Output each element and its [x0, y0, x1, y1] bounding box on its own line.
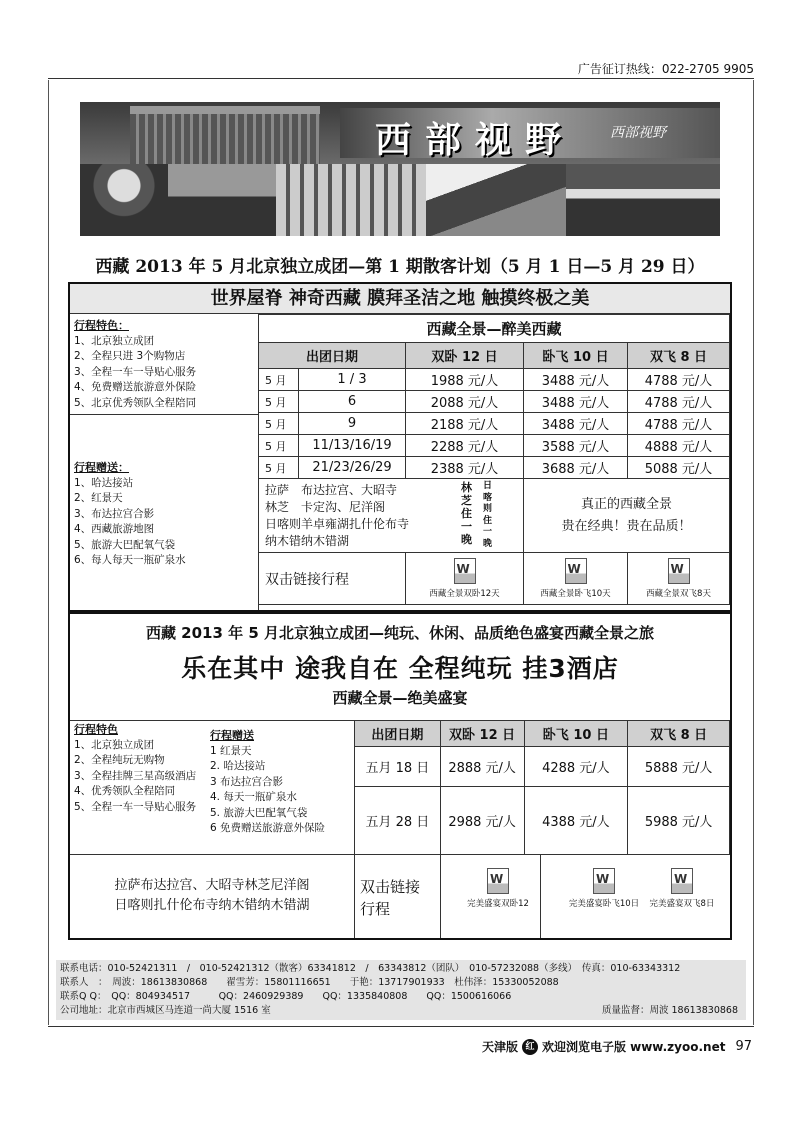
page-number: 97: [735, 1039, 752, 1054]
doc-link-6[interactable]: W 完美盛宴双飞8日: [634, 868, 730, 909]
plan1-title: 西藏 2013 年 5 月北京独立成团—第 1 期散客计划（5 月 1 日—5 月 29 日）: [95, 257, 705, 277]
stay-note-linzhi: 林芝住一晚: [461, 481, 472, 546]
palace-photo: [130, 106, 320, 164]
stay-note-shigatse: 日喀则住一晚: [483, 481, 493, 549]
doc-link-1[interactable]: W 西藏全景双卧12天: [417, 558, 513, 599]
contact-phone: 联系电话：010-52421311 / 010-52421312（散客）63341812 / 63343812（团队） 010-57232088（多线） 传真：010-63343312: [60, 963, 681, 974]
table-row: 5 月 1 / 3 1988 元/人 3488 元/人 4788 元/人: [259, 369, 730, 391]
plan1-link-row: [259, 553, 730, 605]
plan2-gifts: 行程赠送 1 红景天 2. 哈达接站 3 布达拉宫合影 4. 每天一瓶矿泉水 5. 旅游大巴配氧气袋 6 免费赠送旅游意外保险: [210, 729, 326, 834]
quality-supervisor: 质量监督：周波 18613830868: [601, 1005, 738, 1016]
ad-hotline: 广告征订热线：022-2705 9905: [577, 62, 754, 76]
plan2-slogan: 乐在其中 途我自在 全程纯玩 挂3酒店: [181, 654, 619, 683]
doc-link-5[interactable]: W 完美盛宴卧飞10日: [556, 868, 652, 909]
word-doc-icon: [668, 558, 690, 584]
plan2-sights: 拉萨布达拉宫、大昭寺林芝尼洋阁 日喀则扎什伦布寺纳木错纳木错湖: [114, 878, 310, 913]
contact-people: 联系人 ： 周波：18613830868 翟雪芳：15801116651 于艳：13717901933 杜伟泽：15330052088: [60, 977, 559, 988]
plan1-slogan: 世界屋脊 神奇西藏 膜拜圣洁之地 触摸终极之美: [70, 284, 730, 314]
edition-label: 天津版: [481, 1040, 518, 1054]
contact-address: 公司地址：北京市西城区马连道一尚大厦 1516 室: [60, 1005, 271, 1016]
word-doc-icon: [593, 868, 615, 894]
plan2-link-label: 双击链接 行程: [360, 878, 421, 918]
word-doc-icon: [565, 558, 587, 584]
mountain-photo: [426, 164, 566, 236]
contact-info: [56, 960, 746, 1020]
word-doc-icon: [454, 558, 476, 584]
plan1-route-name: 西藏全景—醉美西藏: [259, 315, 730, 343]
plan1-features: 行程特色： 1、北京独立成团 2、全程只进 3个购物店 3、全程一车一导贴心服务 4、免费赠送旅游意外保险 5、北京优秀领队全程陪同: [74, 319, 197, 409]
banner-image: [80, 102, 720, 236]
table-row: 5 月 21/23/26/29 2388 元/人 3688 元/人 5088 元/人: [259, 457, 730, 479]
plan2-price-table: 出团日期 双卧 12 日 卧飞 10 日 双飞 8 日 五月 18 日 2888 元/人 4288 元/人 5888 元/人 五月 28 日 2988 元/人 4388 元/人 5988 元/人: [354, 720, 730, 855]
footer-rule: [48, 1026, 754, 1027]
table-row: 五月 18 日 2888 元/人 4288 元/人 5888 元/人: [355, 747, 730, 787]
brand-badge-icon: 红: [522, 1039, 538, 1055]
word-doc-icon: [671, 868, 693, 894]
table-row: 五月 28 日 2988 元/人 4388 元/人 5988 元/人: [355, 787, 730, 855]
plan2-route-name: 西藏全景—绝美盛宴: [332, 689, 468, 707]
plan1-box: [68, 282, 732, 612]
banner-title: 西部视野: [375, 119, 576, 161]
quote-line2: 贵在经典！贵在品质！: [561, 518, 692, 534]
footer-site: 欢迎浏览电子版 www.zyoo.net: [541, 1040, 726, 1054]
table-row: 5 月 6 2088 元/人 3488 元/人 4788 元/人: [259, 391, 730, 413]
doc-link-4[interactable]: W 完美盛宴双卧12: [450, 868, 546, 909]
table-row: 5 月 9 2188 元/人 3488 元/人 4788 元/人: [259, 413, 730, 435]
prayer-wheels-photo: [276, 164, 426, 236]
portrait-photo: [80, 164, 168, 236]
table-row: 5 月 11/13/16/19 2288 元/人 3588 元/人 4888 元/人: [259, 435, 730, 457]
quote-line1: 真正的西藏全景: [580, 496, 672, 512]
word-doc-icon: [487, 868, 509, 894]
lake-photo: [168, 164, 276, 236]
plan1-price-table: 西藏全景—醉美西藏 出团日期 双卧 12 日 卧飞 10 日 双飞 8 日 5 月 1 / 3 1988 元/人 3488 元/人 4788 元/人 5 月 6 2088 元/人 3488 元/人 4788 元/人 5 月 9 2188 元/人 3488 元/人 4788 元/人 5 月 11/13/16/19 2288 元/人 3588 元/人 4888 元/人 5 月 21/23/26/29 2388 元/人 3688 元/人 5088 元/人 拉萨 布达拉宫、大昭寺 林芝 卡定沟、尼洋阁 日喀则羊卓雍湖扎什伦布寺 纳木错纳木错湖 林芝住一晚 日喀则住一晚 真正的西藏全景 贵在经典！贵在品质！ 双击链接行程 W 西藏全景双卧12天 W 西藏全景卧飞10天 W 西藏全景双飞8天: [258, 314, 730, 605]
doc-link-3[interactable]: W 西藏全景双飞8天: [631, 558, 727, 599]
banner-signature: 西部视野: [610, 125, 666, 141]
plan1-sights-row: 拉萨 布达拉宫、大昭寺 林芝 卡定沟、尼洋阁 日喀则羊卓雍湖扎什伦布寺 纳木错纳木错湖 林芝住一晚 日喀则住一晚 真正的西藏全景 贵在经典！贵在品质！: [259, 479, 730, 553]
plan2-features: 行程特色 1、北京独立成团 2、全程纯玩无购物 3、全程挂牌三星高级酒店 4、优秀领队全程陪同 5、全程一车一导贴心服务: [74, 723, 197, 813]
top-rule: [48, 78, 754, 79]
snow-lake-photo: [566, 164, 720, 236]
contact-qq: 联系Q Q： QQ：804934517 QQ：2460929389 QQ：1335840808 QQ：1500616066: [60, 991, 512, 1002]
plan2-title: 西藏 2013 年 5 月北京独立成团—纯玩、休闲、品质绝色盛宴西藏全景之旅: [145, 624, 655, 642]
plan2-box: [68, 612, 732, 940]
doc-link-2[interactable]: W 西藏全景卧飞10天: [528, 558, 624, 599]
plan1-link-label: 双击链接行程: [259, 553, 406, 605]
footer: [482, 1038, 752, 1055]
plan1-gifts: 行程赠送： 1、哈达接站 2、红景天 3、布达拉宫合影 4、西藏旅游地图 5、旅游大巴配氧气袋 6、每人每天一瓶矿泉水: [74, 461, 186, 566]
